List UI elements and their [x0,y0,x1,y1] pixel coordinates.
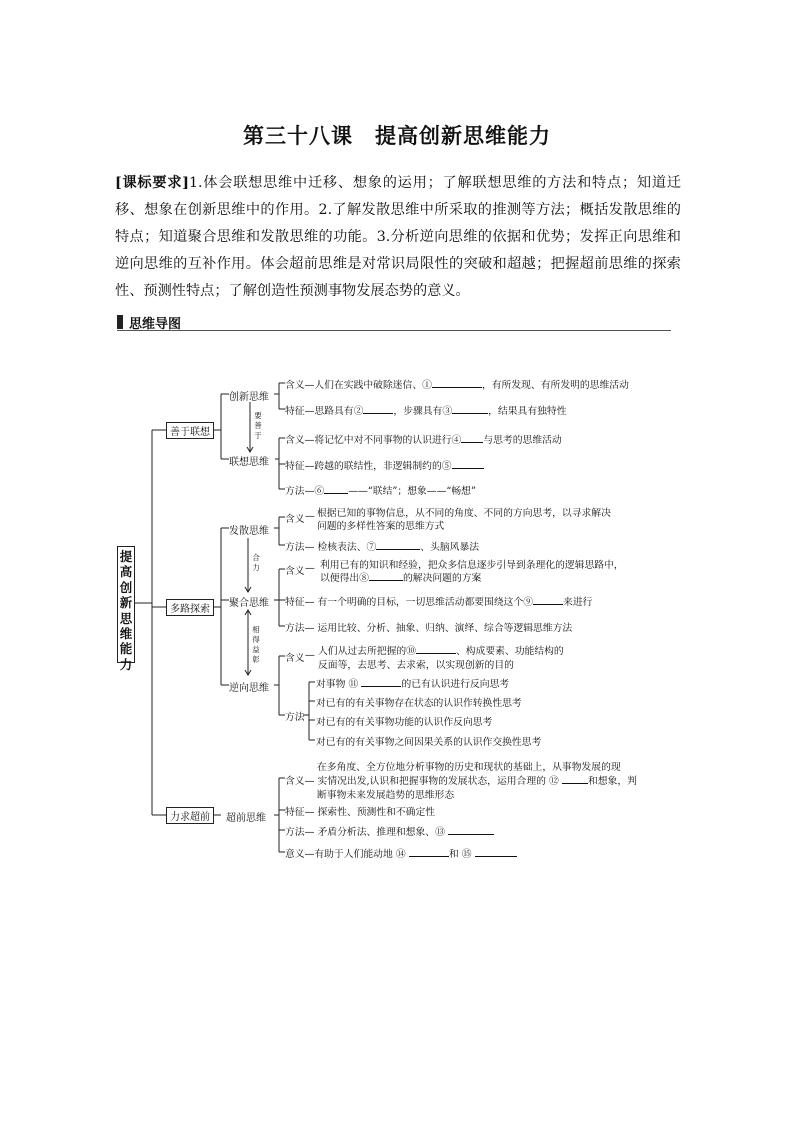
advanced-definition-line2: 含义— 实情况出发,认识和把握事物的发展状态，运用合理的 ⑫ 和想象，判 [285,776,637,787]
node-innovative-thinking: 创新思维 [229,392,269,403]
reverse-method-2: 对已有的有关事物存在状态的认识作转换性思考 [316,698,522,709]
branch-ahead: 力求超前 [166,807,214,824]
advanced-features: 特征— 探索性、预测性和不确定性 [285,807,436,818]
mind-map-root: 提高创新思维能力 [117,546,135,663]
node-convergent-thinking: 聚合思维 [229,598,269,609]
association-methods: 方法—⑥ ——“联结”；想象——“畅想” [285,486,476,497]
reverse-method-3: 对已有的有关事物功能的认识作反向思考 [316,717,493,728]
association-definition: 含义—将记忆中对不同事物的认识进行④ 与思考的思维活动 [285,435,562,446]
association-features: 特征—跨越的联结性，非逻辑制约的⑤ [285,458,484,472]
divergent-definition-label: 含义 [285,514,305,525]
convergent-methods: 方法— 运用比较、分析、抽象、归纳、演绎、综合等逻辑思维方法 [285,623,573,634]
requirements-text: 1.体会联想思维中迁移、想象的运用；了解联想思维的方法和特点；知道迁移、想象在创新思维中的作用。2.了解发散思维中所采取的推测等方法；概括发散思维的特点；知道聚合思维和发散思维的功能。3.分析逆向思维的依据和优势；发挥正向思维和逆向思维的互补作用。体会超前思维是对常识局限性的突破和超越；把握超前思维的探索性、预测性特点；了解创造性预测事物发展态势的意义。 [115,175,681,299]
convergent-dash: — [305,563,315,574]
divergent-methods: 方法— 检核表法、⑦ 、头脑风暴法 [285,542,480,553]
section-title: 思维导图 [129,317,182,332]
reverse-methods-label: 方法 [285,712,305,723]
divergent-definition-line1: 根据已知的事物信息，从不同的角度、不同的方向思考，以寻求解决 [317,508,611,519]
requirements-label: [课标要求] [115,175,189,191]
advanced-significance: 意义—有助于人们能动地 ⑭ 和 ⑮ [285,846,517,860]
branch-association: 善于联想 [166,422,214,439]
divergent-definition-line2: 问题的多样性答案的思维方式 [317,521,445,532]
reverse-definition-label: 含义 [285,653,305,664]
reverse-dash: — [305,650,315,661]
innovation-features: 特征—思路具有② ，步骤具有③ ，结果具有独特性 [285,406,567,417]
reverse-method-4: 对已有的有关事物之间因果关系的认识作交换性思考 [316,737,542,748]
reverse-definition-line1: 人们从过去所把握的⑩ 、构成要素、功能结构的 [318,646,564,657]
node-associative-thinking: 联想思维 [229,457,269,468]
divergent-dash: — [305,511,315,522]
page-title: 第三十八课 提高创新思维能力 [243,124,551,148]
reverse-method-1: 对事物 ⑪ 的已有认识进行反向思考 [316,679,510,690]
connector-heli: 合力 [252,553,260,572]
convergent-features: 特征— 有一个明确的目标，一切思维活动都要围绕这个⑨ 来进行 [285,597,593,608]
convergent-definition-line2: 以便得出⑧ 的解决问题的方案 [320,573,482,584]
advanced-definition-line1: 在多角度、全方位地分析事物的历史和现状的基础上，从事物发展的现 [317,762,621,773]
convergent-definition-label: 含义 [285,566,305,577]
convergent-definition-line1: 利用已有的知识和经验，把众多信息逐步引导到条理化的逻辑思路中， [320,560,624,571]
node-reverse-thinking: 逆向思维 [229,683,269,694]
node-divergent-thinking: 发散思维 [229,526,269,537]
advanced-methods: 方法— 矛盾分析法、推理和想象、⑬ [285,824,494,838]
connector-xiangde: 相得益彰 [252,625,260,664]
connector-yaoshan: 要善于 [254,411,262,440]
reverse-definition-line2: 反面等，去思考、去求索，以实现创新的目的 [318,660,514,671]
advanced-definition-line3: 断事物未来发展趋势的思维形态 [317,790,455,801]
innovation-definition: 含义—人们在实践中破除迷信、① ，有所发现、有所发明的思维活动 [285,380,629,391]
branch-multi-path: 多路探索 [166,599,214,616]
node-advanced-thinking: 超前思维 [226,813,266,824]
